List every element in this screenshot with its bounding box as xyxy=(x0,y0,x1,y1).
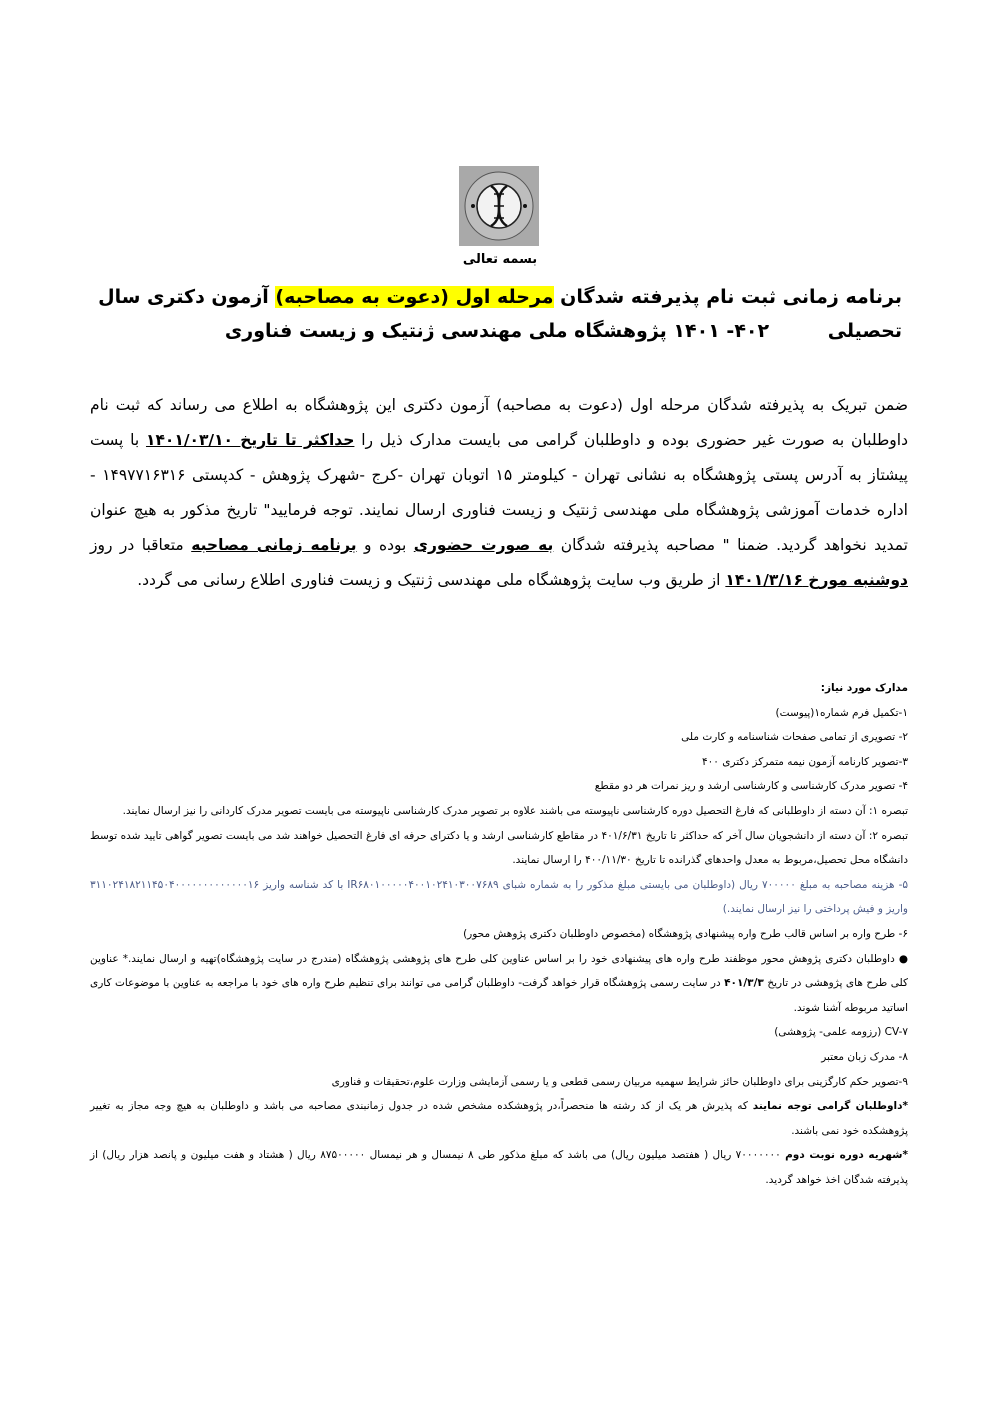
list-item: ۸- مدرک زبان معتبر xyxy=(821,1050,908,1063)
proposal-date: ۴۰۱/۳/۳ xyxy=(724,977,764,990)
in-person-note: به صورت حضوری xyxy=(413,536,554,554)
bismillah: بسمه تعالی xyxy=(462,252,538,267)
list-item: ۹-تصویر حکم کارگزینی برای داوطلبان حائز شرایط سهمیه مربیان رسمی قطعی و یا رسمی آزمایشی وزارت علوم،تحقیقات و فناوری xyxy=(331,1075,908,1088)
title-highlight: مرحله اول (دعوت به مصاحبه) xyxy=(275,286,554,308)
requirements-list xyxy=(90,676,908,1192)
intro-paragraph: ضمن تبریک به پذیرفته شدگان مرحله اول (دعوت به مصاحبه) آزمون دکتری این پژوهشگاه به اطلاع می رساند که ثبت نام داوطلبان به صورت غیر حضوری بوده و داوطلبان گرامی می بایست مدارک ذیل را حداکثر تا تاریخ ۱۴۰۱/۰۳/۱۰ با پست پیشتاز به آدرس پستی پژوهشگاه به نشانی تهران - کیلومتر ۱۵ اتوبان تهران -کرج -شهرک پژوهش - کدپستی ۱۴۹۷۷۱۶۳۱۶ - اداره خدمات آموزشی پژوهشگاه ملی مهندسی ژنتیک و زیست فناوری ارسال نمایند. توجه فرمایید" تاریخ مذکور به هیچ عنوان تمدید نخواهد گردید. ضمنا " مصاحبه پذیرفته شدگان به صورت حضوری بوده و برنامه زمانی مصاحبه متعاقبا در روز دوشنبه مورخ ۱۴۰۱/۳/۱۶ از طریق وب سایت پژوهشگاه ملی مهندسی ژنتیک و زیست فناوری اطلاع رسانی می گردد. xyxy=(90,396,908,589)
note-2: تبصره ۲: آن دسته از دانشجویان سال آخر که حداکثر تا تاریخ ۴۰۱/۶/۳۱ در مقاطع کارشناسی ارشد و یا دکترای حرفه ای فارغ التحصیل خواهند شد می بایست تصویر گواهی تایید شده توسط دانشگاه محل تحصیل،مربوط به معدل واحدهای گذرانده تا تاریخ ۴۰۰/۱۱/۳۰ را ارسال نمایند. xyxy=(90,829,908,867)
requirements-heading: مدارک مورد نیاز: xyxy=(820,682,908,694)
attention-note: *داوطلبان گرامی توجه نمایند که پذیرش هر یک از کد رشته ها منحصراً،در پژوهشکده مشخص شده در جدول زمانبندی مصاحبه می باشد و داوطلبان به هیچ وجه مجاز به تغییر پژوهشکده خود نمی باشند. xyxy=(90,1100,908,1137)
list-item: ۳-تصویر کارنامه آزمون نیمه متمرکز دکتری ۴۰۰ xyxy=(701,755,908,768)
fee-item: ۵- هزینه مصاحبه به مبلغ ۷۰۰۰۰۰ ریال (داوطلبان می بایستی مبلغ مذکور را به شماره شبای IR۶۸۰۱۰۰۰۰۰۴۰۰۱۰۲۴۱۰۳۰۰۷۶۸۹ با کد شناسه واریز ۳۱۱۰۲۴۱۸۲۱۱۴۵۰۴۰۰۰۰۰۰۰۰۰۰۰۰۰۱۶ واریز و فیش پرداختی را نیز ارسال نمایند.) xyxy=(90,878,908,916)
list-item: CV-۷ (رزومه علمی- پژوهشی) xyxy=(774,1026,908,1039)
list-item: ۱-تکمیل فرم شماره۱(پیوست) xyxy=(775,706,908,719)
list-item: ۴- تصویر مدرک کارشناسی و کارشناسی ارشد و ریز نمرات هر دو مقطع xyxy=(594,780,908,793)
proposal-bullet: ● داوطلبان دکتری پژوهش محور موظفند طرح واره های پیشنهادی خود را بر اساس عناوین کلی طرح های پژوهشی پژوهشگاه (مندرج در سایت پژوهشگاه)تهیه و ارسال نمایند.* عناوین کلی طرح های پژوهشی در تاریخ ۴۰۱/۳/۳ در سایت رسمی پژوهشگاه قرار خواهد گرفت- داوطلبان گرامی می توانند برای تنظیم طرح واره های خود با مراجعه به عناوین با موضوعات کاری اساتید مربوطه آشنا شوند. xyxy=(90,952,909,1014)
list-item: ۲- تصویری از تمامی صفحات شناسنامه و کارت ملی xyxy=(681,731,908,744)
institute-logo xyxy=(459,166,539,246)
interview-date: دوشنبه مورخ ۱۴۰۱/۳/۱۶ xyxy=(725,571,908,589)
deadline-date: حداکثر تا تاریخ ۱۴۰۱/۰۳/۱۰ xyxy=(145,431,355,449)
schedule-note: برنامه زمانی مصاحبه xyxy=(191,536,357,554)
page-title-line2: ۴۰۲- ۱۴۰۱ پژوهشگاه ملی مهندسی ژنتیک و زیست فناوری xyxy=(224,320,770,342)
list-item: ۶- طرح واره بر اساس قالب طرح واره پیشنهادی پژوهشگاه (مخصوص داوطلبان دکتری پژوهش محور) xyxy=(463,927,908,940)
tuition-note: *شهریه دوره نوبت دوم ۷۰۰۰۰۰۰۰ ریال ( هفتصد میلیون ریال) می باشد که مبلغ مذکور طی ۸ نیمسال و هر نیمسال ۸۷۵۰۰۰۰۰ ریال ( هشتاد و هفت میلیون و پانصد هزار ریال) از پذیرفته شدگان اخذ خواهد گردید. xyxy=(90,1149,908,1186)
note-1: تبصره ۱: آن دسته از داوطلبانی که فارغ التحصیل دوره کارشناسی ناپیوسته می باشند علاوه بر تصویر مدرک کارشناسی ناپیوسته می بایست تصویر مدرک کاردانی را نیز ارسال نمایند. xyxy=(122,804,908,817)
page-title-line1: برنامه زمانی ثبت نام پذیرفته شدگان مرحله اول (دعوت به مصاحبه) آزمون دکتری سال تحصیلی xyxy=(98,286,902,342)
